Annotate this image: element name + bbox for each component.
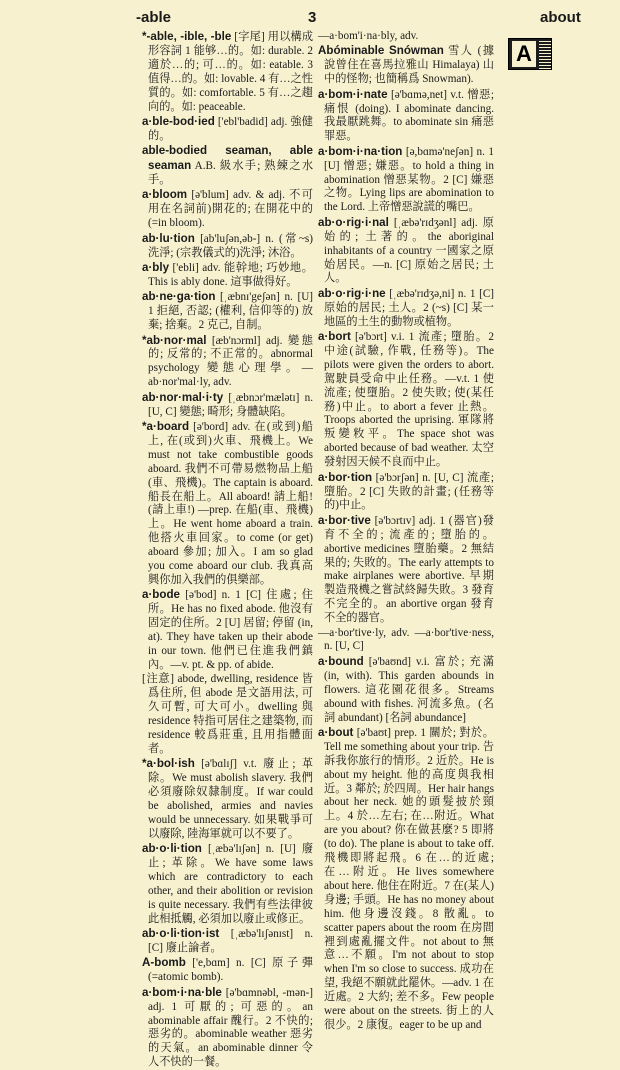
dictionary-entry: [318, 330, 494, 470]
entry-definition: [ə'bɔrtɪv] adj. 1 (器官)發育不全的; 流產的; 墮胎的。abortive medicines 墮胎藥。2 無結果的; 失敗的。The early attempts to make airplanes were abortive. 早期製造飛機之嘗試終歸失敗。3 發育不完全的。an abortive organ 發育不全的器官。: [324, 514, 494, 625]
entry-definition: A.B. 級水手; 熟練之水手。: [148, 160, 314, 187]
dictionary-entry: [142, 232, 313, 261]
entry-headword: ab·ne·ga·tion: [142, 290, 216, 304]
entry-headword: ab·o·li·tion·ist: [142, 927, 220, 941]
entry-headword: ab·lu·tion: [142, 231, 195, 245]
entry-definition: [ˌæbə'lɪʃənɪst] n. [C] 廢止論者。: [148, 928, 313, 954]
entry-headword: a·bound: [318, 654, 364, 668]
entry-headword: *-able, -ible, -ble: [142, 30, 232, 43]
dictionary-entry: [142, 188, 313, 231]
entry-headword: ab·nor·mal·i·ty: [142, 390, 224, 404]
entry-definition: ['ebli] adv. 能幹地; 巧妙地。This is ably done. 這事做得好。: [148, 262, 313, 288]
entry-headword: *ab·nor·mal: [142, 333, 207, 347]
entry-headword: a·bly: [142, 261, 170, 274]
entry-definition: [ə'bord] adv. 在(或到)船上, 在(或到)火車、飛機上。We must not take combustible goods aboard. 我們不可帶易燃物品上船(車、飛機)。The captain is aboard. 船長在船上。All aboard! 請上船! (請上車!) —prep. 在船(車、飛機)上。He went home aboard a train. 他搭火車回家。to come (or get) aboard 參加; 加入。I am so glad you come aboard our club. 我真高興你加入我們的俱樂部。: [148, 420, 313, 586]
entry-headword: a·bor·tion: [318, 470, 373, 484]
dictionary-entry: [318, 216, 494, 287]
entry-headword: a·bom·i·na·tion: [318, 144, 403, 158]
entry-definition: [æb'nɔrml] adj. 變態的; 反常的; 不正常的。abnormal psychology 變態心理學。—ab·nor'mal·ly, adv.: [148, 334, 313, 389]
page-number: 3: [308, 9, 317, 26]
dictionary-entry: [318, 627, 494, 655]
dictionary-entry: [142, 673, 313, 756]
entry-headword: ab·o·rig·i·nal: [318, 215, 389, 229]
left-column: [142, 30, 314, 1069]
entry-headword: a·ble-bod·ied: [142, 114, 215, 128]
dictionary-entry: [318, 44, 494, 87]
entry-headword: Abóminable Snówman: [318, 44, 444, 58]
dictionary-entry: [142, 956, 313, 985]
entry-definition: [ə'baʊt] prep. 1 關於; 對於。Tell me something about your trip. 告訴我你旅行的情形。2 近於。He is about my height. 他的高度與我相近。3 鄰於; 於四周。Her hair hangs about her neck. 她的頭髮披於頸上。4 於…左右; 在…附近。What are you about? 你在做甚麼? 5 即將 (to do). The plane is about to take off. 飛機即將起飛。6 在…的近處; 在…附近。He lives somewhere about here. 他住在附近。7 在(某人)身邊; 手頭。He has no money about him. 他身邊沒錢。8 散亂。to scatter papers about the room 在房間裡到處亂擺文件。not about to 無意…不願。I'm not about to stop when I'm so close to success. 成功在望, 我絕不願就此罷休。—adv. 1 在近處。2 大約; 差不多。Few people were about on the streets. 街上的人很少。2 康復。eager to be up and: [324, 726, 494, 1031]
dictionary-entry: [142, 842, 313, 926]
dictionary-entry: [318, 726, 494, 1033]
entry-definition: [ə'bɑmnəbl, -mən-] adj. 1 可厭的; 可惡的。an abominable affair 醜行。2 不快的; 惡劣的。abominable weather 惡劣的天氣。an abominable dinner 令人不快的一餐。: [148, 986, 313, 1069]
page-header: [0, 6, 620, 30]
entry-headword: able-bodied seaman, able seaman: [142, 144, 313, 173]
entry-headword: ab·o·rig·i·ne: [318, 286, 386, 300]
dictionary-entry: [142, 115, 313, 144]
entry-definition: [ˌæbə'rɪdʒənl] adj. 原始的; 土著的。the aboriginal inhabitants of a country 一國家之原始居民。—n. [C] 原始之居民; 土人。: [324, 216, 494, 285]
dictionary-entry: [142, 290, 313, 333]
entry-headword: *a·board: [142, 419, 190, 433]
entry-headword: a·bloom: [142, 188, 188, 202]
entry-definition: ['ebl'badid] adj. 強健的。: [148, 115, 313, 142]
right-column: [318, 30, 495, 1031]
entry-headword: a·bode: [142, 588, 181, 602]
thumb-index-tab[interactable]: [508, 38, 552, 70]
entry-definition: [注意] abode, dwelling, residence 皆爲住所, 但 abode 是文語用法, 可久可暫, 可大可小。dwelling 與 residence 特指可居住之建築物, 而 residence 較爲莊重, 且用指體面者。: [142, 673, 313, 755]
entry-headword: a·bom·i·na·ble: [142, 985, 222, 999]
dictionary-entry: [318, 287, 494, 330]
dictionary-entry: [142, 757, 313, 841]
dictionary-entry: [142, 30, 313, 114]
dictionary-entry: [142, 334, 313, 391]
entry-definition: [ə'bɑmə,net] v.t. 憎惡; 痛恨 (doing). I abominate dancing. 我最厭跳舞。to abominate sin 痛惡罪惡。: [324, 88, 495, 143]
dictionary-entry: [318, 88, 494, 145]
entry-definition: [ˌæbə'lɪʃən] n. [U] 廢止; 革除。We have some laws which are contradictory to each other, and their abolition or revision is quite necessary. 我們有些法律彼此相抵觸, 必須加以廢止或修正。: [148, 843, 314, 925]
entry-definition: [ə'bɑlɪʃ] v.t. 廢止; 革除。We must abolish slavery. 我們必須廢除奴隸制度。If war could be abolished, armies and navies would be unnecessary. 如果戰爭可以廢除, 陸海軍就可以不要了。: [148, 758, 314, 840]
entry-definition: [字尾] 用以構成形容詞 1 能够…的。如: durable. 2 適於…的; 可…的。如: eatable. 3 值得…的。如: lovable. 4 有…之性質的。如: comfortable. 5 有…之趨向的。如: peaceable.: [148, 31, 314, 113]
dictionary-entry: [142, 420, 313, 588]
entry-headword: ab·o·li·tion: [142, 842, 202, 856]
entry-definition: [ə'bɔrʃən] n. [U, C] 流產; 墮胎。2 [C] 失敗的計畫; (任務等的)中止。: [324, 471, 494, 512]
entry-definition: [ə,bɑmə'neʃən] n. 1 [U] 憎惡; 嫌惡。to hold a thing in abomination 憎惡某物。2 [C] 嫌惡之物。Lying lips are abomination to the Lord. 上帝憎惡說謊的嘴巴。: [324, 145, 494, 214]
entry-definition: [ˌæbnɪ'geʃən] n. [U] 1 拒絕, 否認; (權利, 信仰等的) 放棄; 捨棄。2 克己, 自制。: [148, 291, 314, 332]
entry-definition: 雪人 (據說曾住在喜馬拉雅山 Himalaya) 山中的怪物; 也簡稱爲 Snowman).: [324, 45, 495, 86]
entry-definition: —a·bom'i·na·bly, adv.: [318, 30, 419, 42]
dictionary-entry: [318, 514, 494, 626]
entry-headword: a·bout: [318, 725, 354, 739]
dictionary-entry: [142, 927, 313, 956]
entry-definition: ['e,bɑm] n. [C] 原子彈(=atomic bomb).: [148, 957, 314, 984]
entry-definition: [ə'baʊnd] v.i. 富於; 充滿 (in, with). This garden abounds in flowers. 這花園花很多。Streams abound with fishes. 河流多魚。(名詞 abundant) [名詞 abundance]: [324, 655, 495, 724]
entry-definition: [ˌæbə'rɪdʒə,ni] n. 1 [C] 原始的居民; 土人。2 (~s) [C] 某一地區的土生的動物或植物。: [324, 287, 495, 328]
entry-definition: [ə'blum] adv. & adj. 不可用在名詞前)開花的; 在開花中的 (=in bloom).: [148, 189, 313, 230]
dictionary-entry: [318, 30, 494, 44]
entry-definition: [ə'bod] n. 1 [C] 住處; 住所。He has no fixed abode. 他沒有固定的住所。2 [U] 居留; 停留 (in, at). They have taken up their abode in our town. 他們已住進我們鎮內。—v. pt. & pp. of abide.: [148, 589, 313, 671]
entry-headword: a·bom·i·nate: [318, 87, 388, 101]
dictionary-entry: [142, 986, 313, 1070]
entry-headword: a·bor·tive: [318, 513, 371, 527]
dictionary-entry: [142, 391, 313, 420]
entry-definition: [ab'luʃən,əb-] n. (常~s) 洗淨; (宗教儀式的)洗淨; 沐浴。: [148, 232, 313, 259]
entry-headword: a·bort: [318, 330, 351, 344]
dictionary-entry: [318, 471, 494, 514]
entry-definition: [ˌæbnɔr'mælətɪ] n. [U, C] 變態; 畸形; 身體缺陷。: [148, 391, 313, 418]
dictionary-entry: [318, 145, 494, 216]
dictionary-entry: [142, 261, 313, 290]
entry-definition: [ə'bɔrt] v.i. 1 流產; 墮胎。2 中途(試驗, 作戰, 任務等)。The pilots were given the orders to abort. 駕駛員受命中止任務。—v.t. 1 使流產; 使墮胎。2 使失敗; 使(某任務)中止。to abort a fever 止熱。Troops aborted the uprising. 軍隊將叛變敉平。The space shot was aborted because of bad weather. 太空發射因天候不良而中止。: [324, 331, 494, 469]
entry-definition: —a·bor'tive·ly, adv. —a·bor'tive·ness, n. [U, C]: [318, 626, 494, 653]
dictionary-entry: [142, 588, 313, 672]
dictionary-entry: [318, 655, 494, 726]
entry-headword: *a·bol·ish: [142, 757, 195, 771]
right-guide-word: about: [540, 9, 581, 26]
thumb-index-stripes: [539, 39, 551, 69]
thumb-index-letter: A: [512, 41, 536, 67]
dictionary-entry: [142, 144, 313, 188]
entry-headword: A-bomb: [142, 956, 186, 970]
left-guide-word: -able: [136, 9, 172, 26]
